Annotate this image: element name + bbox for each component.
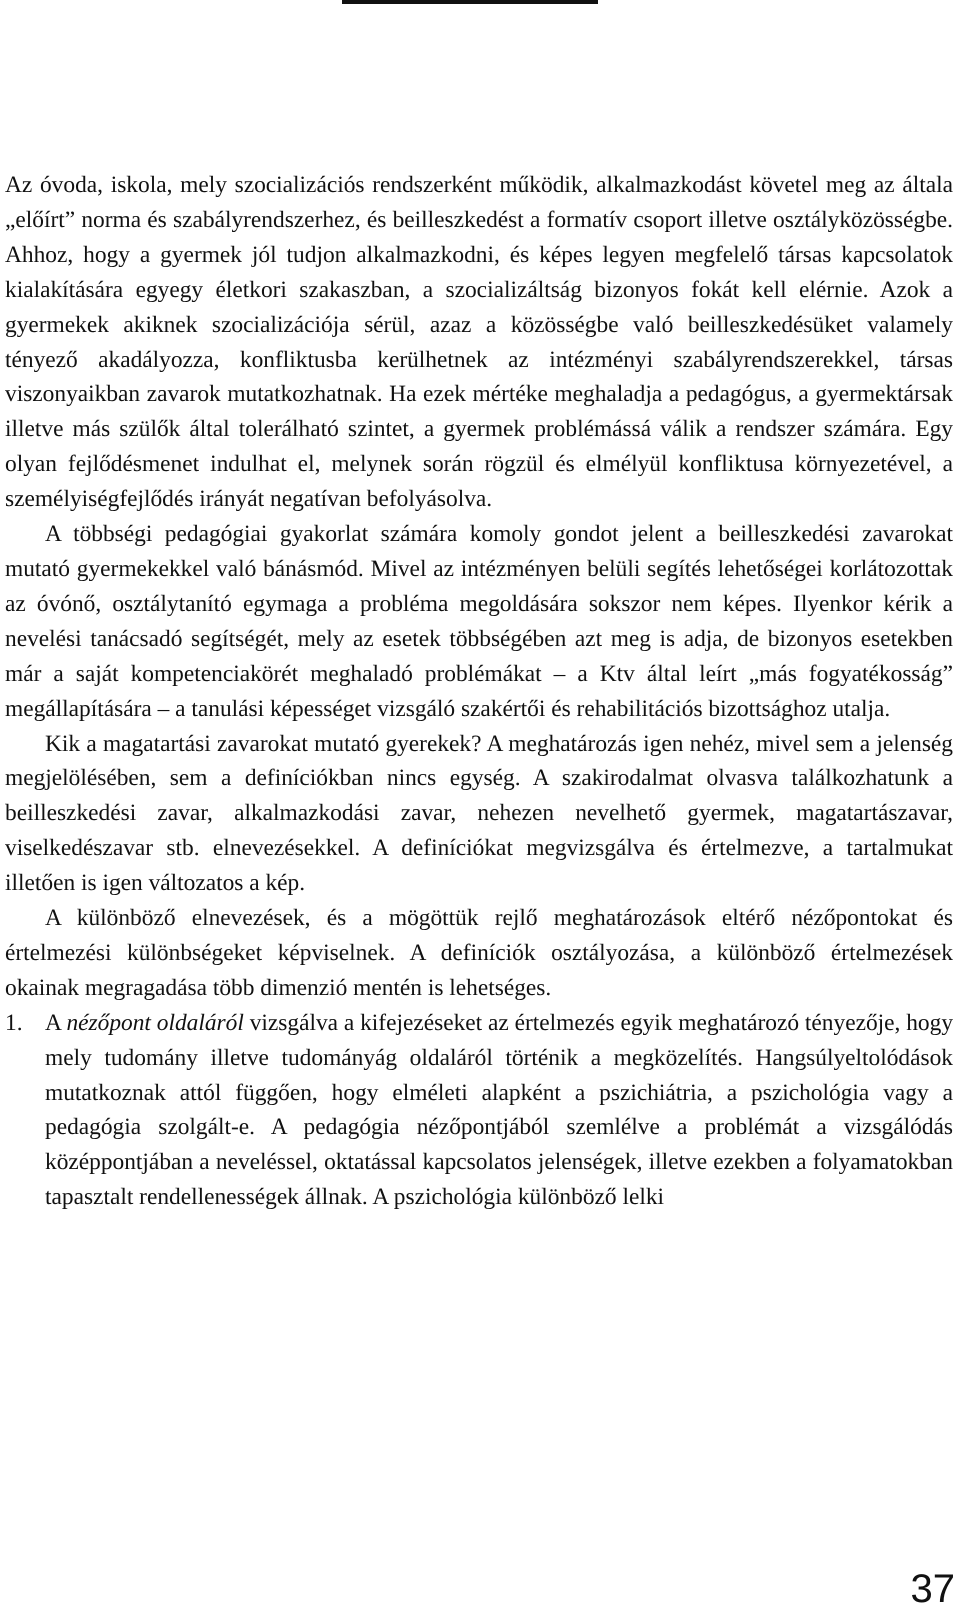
paragraph-1: Az óvoda, iskola, mely szocializációs rendszerként működik, alkalmazkodást követel meg az általa „előírt” norma és szabályrendszerhez, és beilleszkedést a formatív csoport illetve osztályközösségbe. Ahhoz, hogy a gyermek jól tudjon alkalmazkodni, és képes legyen megfelelő társas kapcsolatok kialakítására egyegy életkori szakaszban, a szocializáltság bizonyos fokát kell elérnie. Azok a gyermekek akiknek szocializációja sérül, azaz a közösségbe való beilleszkedésüket valamely tényező akadályozza, konfliktusba kerülhetnek az intézményi szabályrendszerekkel, társas viszonyaikban zavarok mutatkozhatnak. Ha ezek mértéke meghaladja a pedagógus, a gyermektársak illetve más szülők által tolerálható szintet, a gyermek problémássá válik a rendszer számára. Egy olyan fejlődésmenet indulhat el, melynek során rögzül és elmélyül konfliktusa környezetével, a személyiségfejlődés irányát negatívan befolyásolva.	[5, 172, 953, 513]
list-item-number: 1.	[5, 1009, 23, 1036]
list-item-text-before: A	[45, 1009, 67, 1036]
paragraph-2: A többségi pedagógiai gyakorlat számára komoly gondot jelent a beilleszkedési zavarokat mutató gyermekekkel való bánásmód. Mivel az intézményen belüli segítés lehetőségei korlátozottak az óvónő, osztálytanító egymaga a probléma megoldására sokszor nem képes. Ilyenkor kérik a nevelési tanácsadó segítségét, mely az esetek többségében azt meg is adja, de bizonyos esetekben már a saját kompetenciakörét meghaladó problémákat – a Ktv által leírt „más fogyatékosság” megállapítására – a tanulási képességet vizsgáló szakértői és rehabilitációs bizottsághoz utalja.	[5, 521, 953, 722]
page-number: 37	[910, 1567, 955, 1611]
body-text	[5, 168, 953, 1215]
paragraph-4: A különböző elnevezések, és a mögöttük rejlő meghatározások eltérő nézőpontokat és értelmezési különbségeket képviselnek. A definíciók osztályozása, a különböző értelmezések okainak megragadása több dimenzió mentén is lehetséges.	[5, 905, 953, 1001]
list-item-emphasis: nézőpont oldaláról	[66, 1009, 244, 1036]
header-rule	[342, 0, 598, 4]
paragraph-3: Kik a magatartási zavarokat mutató gyerekek? A meghatározás igen nehéz, mivel sem a jelenség megjelölésében, sem a definíciókban nincs egység. A szakirodalmat olvasva találkozhatunk a beilleszkedési zavar, alkalmazkodási zavar, nehezen nevelhető gyermek, magatartászavar, viselkedészavar stb. elnevezésekkel. A definíciókat megvizsgálva és értelmezve, a tartalmukat illetően is igen változatos a kép.	[5, 730, 953, 897]
list-item-text-after: vizsgálva a kifejezéseket az értelmezés egyik meghatározó tényezője, hogy mely tudomány illetve tudományág oldaláról történik a megközelítés. Hangsúlyeltolódások mutatkoznak attól függően, hogy elméleti alapként a pszichiátria, a pszichológia vagy a pedagógia szolgált-e. A pedagógia nézőpontjából szemlélve a problémát a vizsgálódás középpontjában a neveléssel, oktatással kapcsolatos jelenségek, illetve ezekben a folyamatokban tapasztalt rendellenességek állnak. A pszichológia különböző lelki	[45, 1009, 954, 1211]
numbered-list-item	[5, 1006, 953, 1215]
